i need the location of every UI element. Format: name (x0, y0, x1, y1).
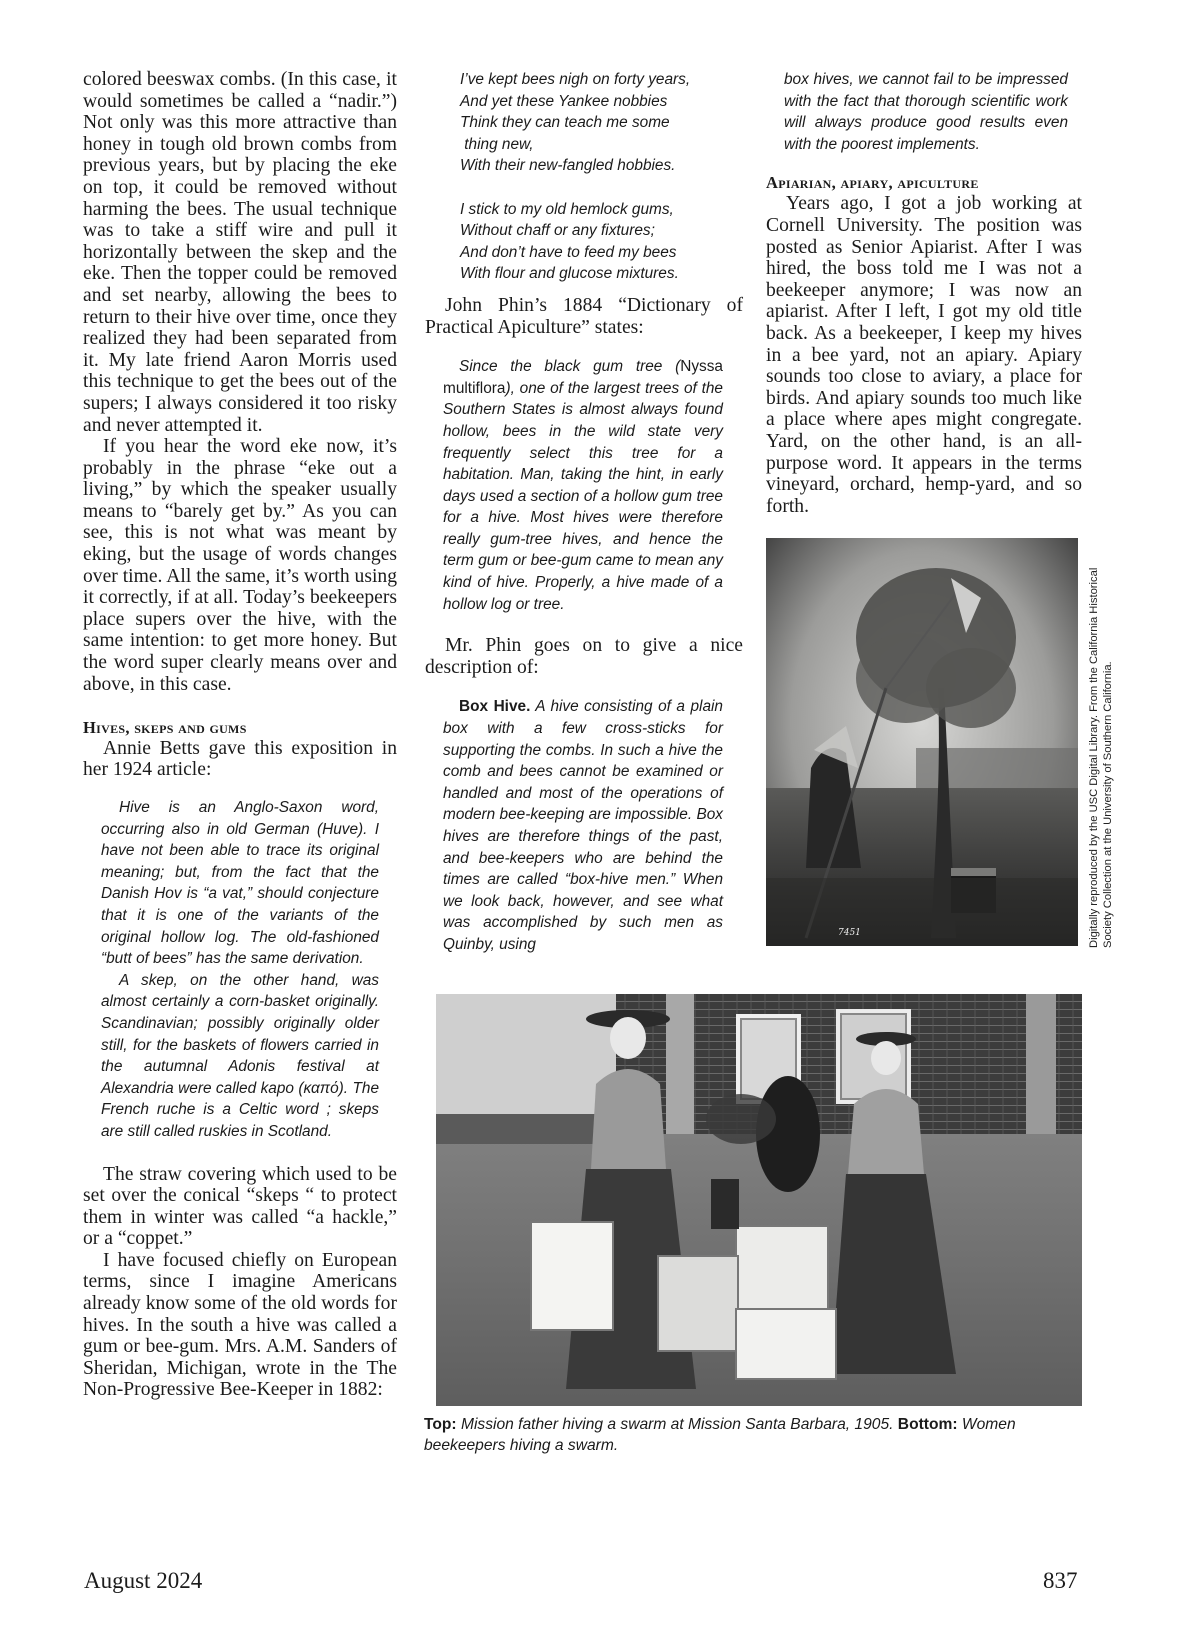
definition-term: Box Hive. (459, 698, 531, 716)
body-paragraph: John Phin’s 1884 “Dictionary of Practical Apiculture” states: (425, 294, 743, 338)
quote-paragraph: A skep, on the other hand, was almost certainly a corn-basket originally. Scandinavian; possibly originally older still, for the baskets of flowers carried in the autumnal Adonis festival at Alexandria were called kapo (καπό). The French ruche is a Celtic word ; skeps are still called ruskies in Scotland. (101, 971, 379, 1140)
body-paragraph: If you hear the word eke now, it’s probably in the phrase “eke out a living,” by which the speaker usually means to “barely get by.” As you can see, this is not what was meant by eking, but the usage of words changes over time. All the same, it’s worth using it correctly, if at all. Today’s beekeepers place supers over the hive, with the same intention: to get more honey. But the word super clearly means over and above, in this case. (83, 436, 398, 695)
quote-paragraph (443, 696, 723, 955)
block-quote (425, 356, 743, 615)
photo-women-beekeepers (436, 994, 1082, 1406)
caption-text: Mission father hiving a swarm at Mission Santa Barbara, 1905. (456, 1416, 894, 1433)
section-heading: Apiarian, apiary, apiculture (766, 173, 979, 193)
quote-paragraph: Hive is an Anglo-Saxon word, occurring also in old German (Huve). I have not been able to trace its original meaning; but, from the fact that the Danish Hov is “a vat,” should conjecture that it is one of the variants of the original hollow log. The old-fashioned “butt of bees” has the same derivation. (101, 799, 379, 968)
definition-text: A hive consisting of a plain box with a few cross-sticks for supporting the combs. In such a hive the comb and bees cannot be examined or handled and most of the operations of modern bee-keeping are impossible. Box hives are therefore things of the past, and bee-keepers who are behind the times are called “box-hive men.” When we look back, however, and see what was accomplished by such men as Quinby, using (443, 698, 723, 953)
poem-line: And yet these Yankee nobbies (460, 92, 668, 110)
photo-image (436, 994, 1082, 1406)
column-2 (425, 69, 743, 956)
section-heading: Hives, skeps and gums (83, 717, 247, 737)
photo-mission-father (766, 538, 1078, 946)
photo-image (766, 538, 1078, 946)
photo-credit (1087, 568, 1115, 948)
body-paragraph: The straw covering which used to be set over the conical “skeps “ to protect them in winter was called “a hackle,” or a “coppet.” (83, 1163, 397, 1250)
page-number: 837 (1043, 1568, 1078, 1593)
quote-text: Since the black gum tree ( (459, 358, 681, 376)
poem-line: Without chaff or any fixtures; (460, 222, 655, 240)
photo-credit-line: Digitally reproduced by the USC Digital Library. From the California Historical (1088, 567, 1100, 948)
figure-caption (424, 1414, 1084, 1456)
poem-line: thing new, (460, 135, 534, 153)
column-3 (766, 69, 1082, 517)
quote-paragraph (443, 356, 723, 615)
body-paragraph: colored beeswax combs. (In this case, it would sometimes be called a “nadir.”) Not only was this more attractive than honey in tough old brown combs from previous years, but by placing the eke on top, it could be removed without harming the bees. The usual technique was to take a stiff wire and pull it horizontally between the skep and the eke. Then the topper could be removed and set nearby, allowing the bees to return to their hive over time, once they realized they had been separated from it. My late friend Aaron Morris used this technique to get the bees out of the supers; I always considered it too risky and never attempted it. (83, 69, 397, 436)
body-paragraph: Years ago, I got a job working at Cornell University. The position was posted as Senior Apiarist. After I was hired, the boss told me I was not a beekeeper anymore; I was now an apiarist. After I left, I got my old title back. As a beekeeper, I keep my hives in a bee yard, not an apiary. Apiary sounds too close to aviary, a place for birds. And apiary sounds too much like a place where apes might congregate. Yard, on the other hand, is an all-purpose word. It appears in the terms vineyard, orchard, hemp-yard, and so forth. (766, 193, 1082, 517)
quote-text: ), one of the largest trees of the Southern States is almost always found hollow, bees in the wild state very frequently select this tree for a habitation. Man, taking the hint, in early days used a section of a hollow gum tree for a hive. Most hives were therefore really gum-tree hives, and hence the term gum or bee-gum came to mean any kind of hive. Properly, a hive made of a hollow log or tree. (443, 379, 723, 613)
body-paragraph: Mr. Phin goes on to give a nice description of: (425, 635, 743, 678)
poem (425, 69, 743, 285)
block-quote (425, 696, 743, 955)
column-1 (83, 69, 397, 1401)
poem-line: And don’t have to feed my bees (460, 243, 677, 261)
caption-label: Bottom: (893, 1416, 958, 1433)
body-paragraph: I have focused chiefly on European terms, since I imagine Americans already know some of the old words for hives. In the south a hive was called a gum or bee-gum. Mrs. A.M. Sanders of Sheridan, Michigan, wrote in the The Non-Progressive Bee-Keeper in 1882: (83, 1249, 397, 1401)
species-name: Nyssa multiflora (443, 358, 723, 397)
block-quote (766, 69, 1082, 155)
poem-line: I stick to my old hemlock gums, (460, 200, 674, 218)
body-paragraph: Annie Betts gave this exposition in her 1924 article: (83, 737, 397, 781)
caption-label: Top: (424, 1416, 457, 1433)
block-quote (83, 797, 397, 1143)
poem-line: With flour and glucose mixtures. (460, 265, 679, 283)
plate-number: 7451 (838, 928, 861, 938)
poem-line: Think they can teach me some (460, 114, 670, 132)
poem-line: I’ve kept bees nigh on forty years, (460, 71, 691, 88)
photo-credit-line: Society Collection at the University of Southern California. (1102, 661, 1114, 948)
quote-paragraph: box hives, we cannot fail to be impressed with the fact that thorough scientific work will always produce good results even with the poorest implements. (784, 71, 1068, 153)
footer-date: August 2024 (84, 1568, 203, 1593)
caption-text: Women beekeepers hiving a swarm. (424, 1416, 1016, 1454)
poem-line: With their new-fangled hobbies. (460, 157, 676, 175)
